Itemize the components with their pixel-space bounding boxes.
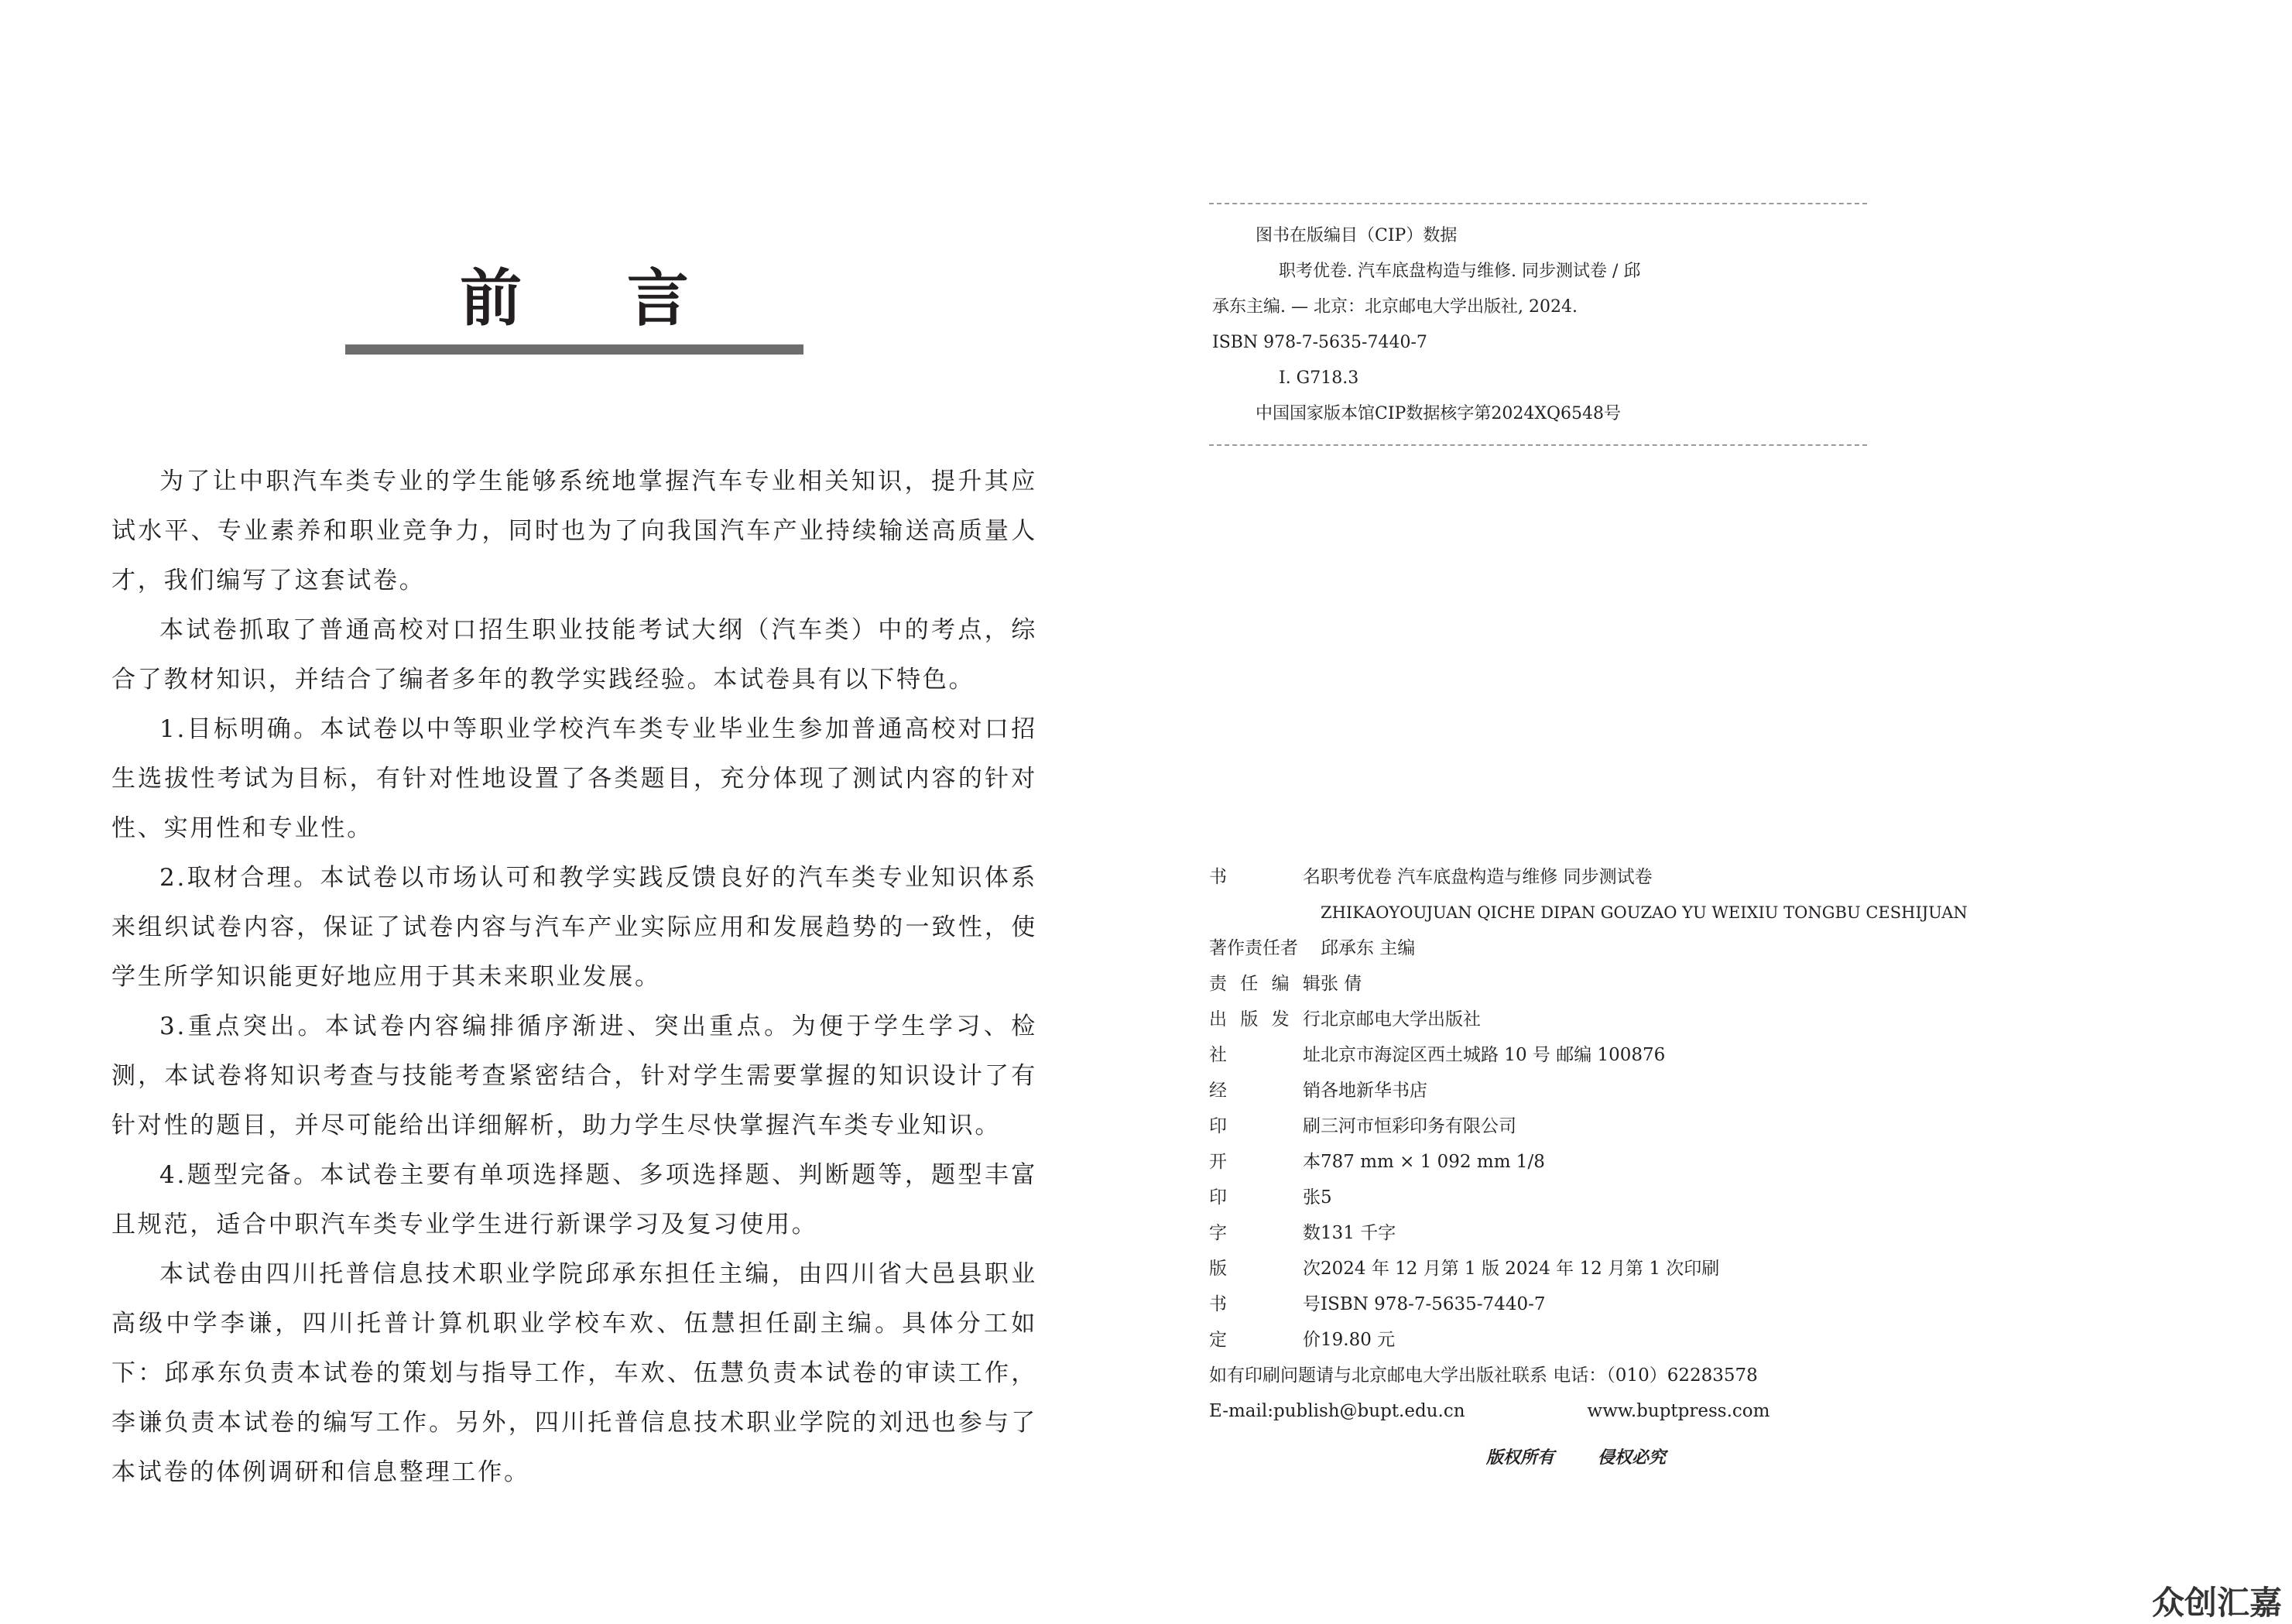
preface-paragraph: 本试卷由四川托普信息技术职业学院邱承东担任主编，由四川省大邑县职业高级中学李谦，四川托普计算机职业学校车欢、伍慧担任副主编。具体分工如下：邱承东负责本试卷的策划与指导工作，车欢、伍慧负责本试卷的审读工作，李谦负责本试卷的编写工作。另外，四川托普信息技术职业学院的刘迅也参与了本试卷的体例调研和信息整理工作。 bbox=[111, 1260, 1037, 1486]
rights-reserved: 版权所有 bbox=[1486, 1448, 1555, 1468]
info-value: ISBN 978-7-5635-7440-7 bbox=[1321, 1294, 1546, 1314]
cip-bottom-divider bbox=[1209, 444, 1867, 446]
info-label: 定 价 bbox=[1209, 1330, 1321, 1350]
preface-paragraph: 4.题型完备。本试卷主要有单项选择题、多项选择题、判断题等，题型丰富且规范，适合中职汽车类专业学生进行新课学习及复习使用。 bbox=[111, 1161, 1037, 1239]
info-value: 19.80 元 bbox=[1321, 1330, 1396, 1350]
info-row-address bbox=[1209, 1037, 1983, 1073]
info-value: 787 mm × 1 092 mm 1/8 bbox=[1321, 1152, 1545, 1172]
preface-body bbox=[111, 457, 1037, 1497]
infringement-notice: 侵权必究 bbox=[1598, 1448, 1667, 1468]
cip-line: Ⅰ. G718.3 bbox=[1279, 368, 1359, 388]
contact-note: 如有印刷问题请与北京邮电大学出版社联系 电话：（010）62283578 bbox=[1209, 1365, 1758, 1386]
info-row-pinyin-title bbox=[1209, 895, 1983, 930]
info-value: 职考优卷 汽车底盘构造与维修 同步测试卷 bbox=[1321, 867, 1653, 887]
preface-paragraph: 为了让中职汽车类专业的学生能够系统地掌握汽车专业相关知识，提升其应试水平、专业素养和职业竞争力，同时也为了向我国汽车产业持续输送高质量人才，我们编写了这套试卷。 bbox=[111, 468, 1037, 594]
cip-heading: 图书在版编目（CIP）数据 bbox=[1256, 226, 1458, 245]
info-row-isbn bbox=[1209, 1287, 1983, 1322]
info-row-printer bbox=[1209, 1108, 1983, 1144]
info-label: 版 次 bbox=[1209, 1259, 1321, 1279]
info-value: 各地新华书店 bbox=[1321, 1081, 1427, 1101]
info-row-title bbox=[1209, 859, 1983, 895]
info-label: 印 张 bbox=[1209, 1187, 1321, 1208]
info-label: 经 销 bbox=[1209, 1081, 1321, 1101]
cip-top-divider bbox=[1209, 203, 1867, 204]
info-label: 责 任 编 辑 bbox=[1209, 974, 1321, 994]
info-row-publisher bbox=[1209, 1002, 1983, 1037]
info-label: 开 本 bbox=[1209, 1152, 1321, 1172]
info-label: 印 刷 bbox=[1209, 1116, 1321, 1136]
email-address: E-mail:publish@bupt.edu.cn bbox=[1209, 1401, 1465, 1421]
watermark-logo: 众创汇嘉 bbox=[2152, 1584, 2283, 1622]
info-value: 5 bbox=[1321, 1187, 1332, 1208]
preface-paragraph: 1.目标明确。本试卷以中等职业学校汽车类专业毕业生参加普通高校对口招生选拔性考试为目标，有针对性地设置了各类题目，充分体现了测试内容的针对性、实用性和专业性。 bbox=[111, 715, 1037, 842]
info-row-edition bbox=[1209, 1251, 1983, 1287]
cip-block bbox=[1209, 218, 1867, 432]
info-value: 三河市恒彩印务有限公司 bbox=[1321, 1116, 1516, 1136]
info-row-word-count bbox=[1209, 1215, 1983, 1251]
cip-line: 中国国家版本馆CIP数据核字第2024XQ6548号 bbox=[1256, 404, 1622, 423]
contact-links bbox=[1209, 1393, 1983, 1429]
info-value: 张 倩 bbox=[1321, 974, 1362, 994]
info-row-sheets bbox=[1209, 1180, 1983, 1215]
preface-paragraph: 2.取材合理。本试卷以市场认可和教学实践反馈良好的汽车类专业知识体系来组织试卷内容，保证了试卷内容与汽车产业实际应用和发展趋势的一致性，使学生所学知识能更好地应用于其未来职业发展。 bbox=[111, 864, 1037, 991]
info-label: 出 版 发 行 bbox=[1209, 1009, 1321, 1030]
info-value: 2024 年 12 月第 1 版 2024 年 12 月第 1 次印刷 bbox=[1321, 1259, 1720, 1279]
info-row-format bbox=[1209, 1144, 1983, 1180]
info-label: 字 数 bbox=[1209, 1223, 1321, 1243]
cip-line: 职考优卷. 汽车底盘构造与维修. 同步测试卷 / 邱 bbox=[1279, 262, 1641, 281]
info-value: 北京市海淀区西土城路 10 号 邮编 100876 bbox=[1321, 1045, 1666, 1065]
info-value: 北京邮电大学出版社 bbox=[1321, 1009, 1481, 1030]
info-row-distributor bbox=[1209, 1073, 1983, 1108]
info-label: 书 号 bbox=[1209, 1294, 1321, 1314]
info-label: 社 址 bbox=[1209, 1045, 1321, 1065]
preface-paragraph: 本试卷抓取了普通高校对口招生职业技能考试大纲（汽车类）中的考点，综合了教材知识，并结合了编者多年的教学实践经验。本试卷具有以下特色。 bbox=[111, 616, 1037, 694]
rights-notice bbox=[1486, 1444, 1666, 1468]
info-value: 邱承东 主编 bbox=[1321, 938, 1416, 958]
preface-title: 前 言 bbox=[460, 262, 731, 334]
info-row-editor bbox=[1209, 966, 1983, 1002]
info-label: 书 名 bbox=[1209, 867, 1321, 887]
info-row-price bbox=[1209, 1322, 1983, 1358]
info-value: ZHIKAOYOUJUAN QICHE DIPAN GOUZAO YU WEIXIU TONGBU CESHIJUAN bbox=[1321, 903, 1968, 922]
info-label: 著作责任者 bbox=[1209, 938, 1298, 958]
info-value: 131 千字 bbox=[1321, 1223, 1396, 1243]
cip-line: ISBN 978-7-5635-7440-7 bbox=[1212, 333, 1427, 352]
info-row-author bbox=[1209, 930, 1983, 966]
cip-line: 承东主编. — 北京：北京邮电大学出版社, 2024. bbox=[1212, 297, 1578, 317]
title-underline-bar bbox=[345, 344, 803, 355]
preface-paragraph: 3.重点突出。本试卷内容编排循序渐进、突出重点。为便于学生学习、检测，本试卷将知识考查与技能考查紧密结合，针对学生需要掌握的知识设计了有针对性的题目，并尽可能给出详细解析，助力学生尽快掌握汽车类专业知识。 bbox=[111, 1012, 1037, 1139]
publication-info bbox=[1209, 859, 1983, 1429]
website-address: www.buptpress.com bbox=[1587, 1401, 1770, 1421]
